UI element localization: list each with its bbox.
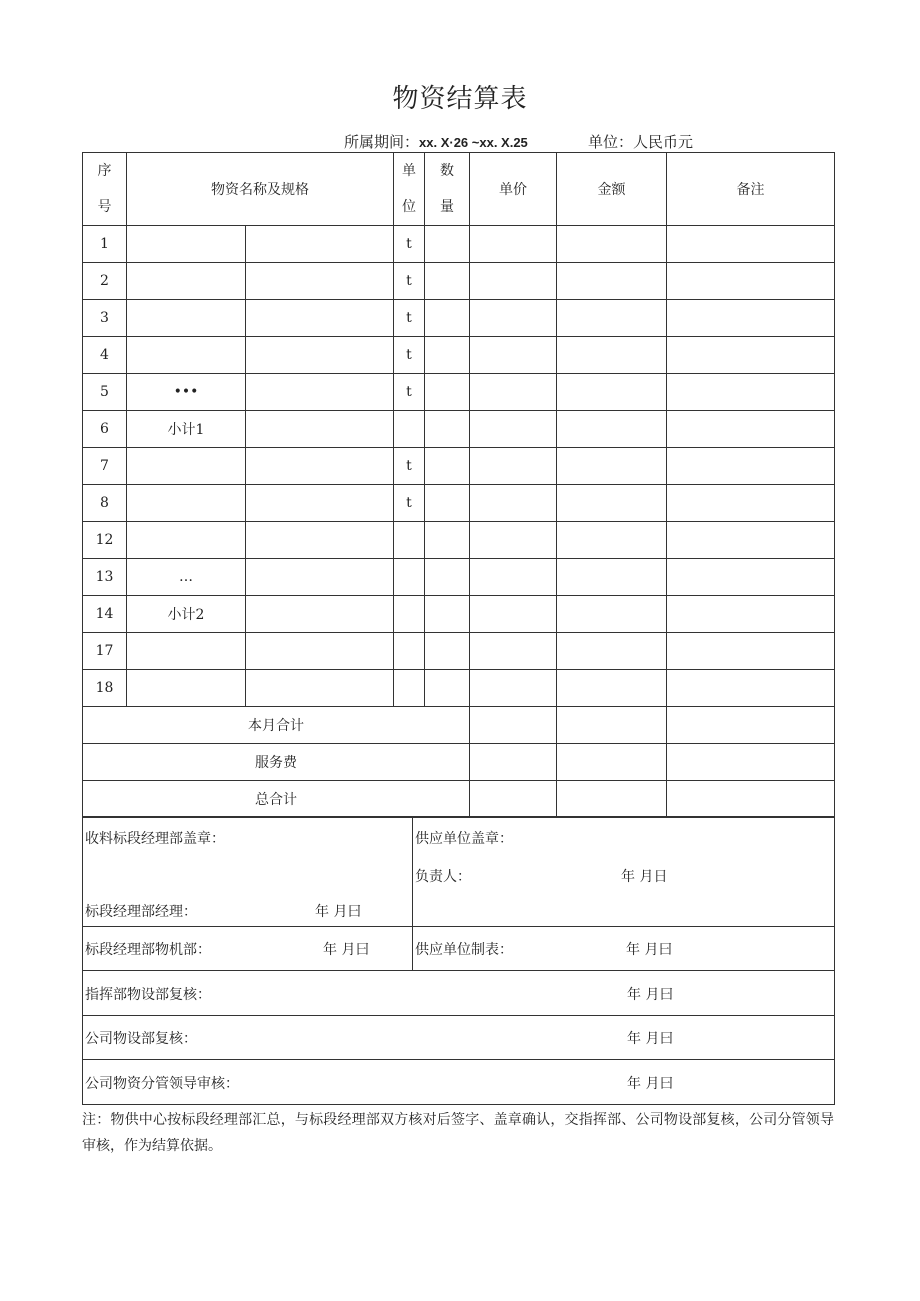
table-row — [83, 670, 835, 707]
row-name — [127, 633, 246, 670]
table-row — [83, 596, 835, 633]
header-price: 单价 — [470, 153, 557, 226]
supplier-seal-label: 供应单位盖章： — [415, 831, 513, 847]
row-unit — [394, 411, 425, 448]
row-unit — [394, 596, 425, 633]
supplier-prepare-label: 供应单位制表： — [415, 942, 513, 958]
receiving-seal-cell — [83, 817, 413, 927]
row-remark — [667, 522, 835, 559]
grand-total-label: 总合计 — [83, 781, 470, 818]
row-spec — [246, 596, 394, 633]
row-qty — [425, 300, 470, 337]
section-material-date: 年 月曰 — [323, 942, 370, 958]
table-row — [83, 337, 835, 374]
signature-table — [82, 816, 835, 1105]
row-no: 2 — [83, 263, 127, 300]
command-review-date: 年 月曰 — [627, 987, 674, 1003]
company-review-label: 公司物设部复核： — [85, 1031, 197, 1047]
period-value: xx. X·26 ~xx. X.25 — [419, 135, 528, 150]
header-unit: 单 位 — [394, 153, 425, 226]
table-row — [83, 411, 835, 448]
row-qty — [425, 559, 470, 596]
row-price — [470, 337, 557, 374]
month-total-label: 本月合计 — [83, 707, 470, 744]
row-remark — [667, 485, 835, 522]
sign-row-leader — [83, 1060, 835, 1105]
leader-review-date: 年 月曰 — [627, 1076, 674, 1092]
row-price — [470, 485, 557, 522]
leader-review-label: 公司物资分管领导审核： — [85, 1076, 239, 1092]
table-header-row — [83, 153, 835, 226]
row-amount — [557, 633, 667, 670]
period-info — [344, 131, 528, 152]
row-spec — [246, 263, 394, 300]
row-amount — [557, 411, 667, 448]
sign-row-company — [83, 1016, 835, 1060]
section-material-label: 标段经理部物机部： — [85, 942, 211, 958]
header-amount: 金额 — [557, 153, 667, 226]
grand-total-row — [83, 781, 835, 818]
grand-total-price — [470, 781, 557, 818]
row-amount — [557, 263, 667, 300]
company-review-date: 年 月曰 — [627, 1031, 674, 1047]
row-price — [470, 374, 557, 411]
table-row — [83, 485, 835, 522]
row-remark — [667, 559, 835, 596]
row-qty — [425, 633, 470, 670]
row-name — [127, 670, 246, 707]
row-spec — [246, 411, 394, 448]
header-qty: 数 量 — [425, 153, 470, 226]
row-spec — [246, 559, 394, 596]
row-price — [470, 226, 557, 263]
service-fee-price — [470, 744, 557, 781]
company-review-cell — [83, 1016, 835, 1060]
row-name — [127, 485, 246, 522]
row-price — [470, 448, 557, 485]
service-fee-row — [83, 744, 835, 781]
period-label: 所属期间： — [344, 133, 420, 151]
row-spec — [246, 522, 394, 559]
row-remark — [667, 337, 835, 374]
table-row — [83, 633, 835, 670]
row-no: 6 — [83, 411, 127, 448]
row-unit: t — [394, 374, 425, 411]
service-fee-label: 服务费 — [83, 744, 470, 781]
row-amount — [557, 374, 667, 411]
row-spec — [246, 374, 394, 411]
row-remark — [667, 411, 835, 448]
month-total-amount — [557, 707, 667, 744]
row-amount — [557, 226, 667, 263]
page-title: 物资结算表 — [392, 84, 528, 114]
row-name: 小计1 — [127, 411, 246, 448]
row-name — [127, 522, 246, 559]
row-qty — [425, 670, 470, 707]
row-remark — [667, 226, 835, 263]
row-remark — [667, 374, 835, 411]
row-no: 12 — [83, 522, 127, 559]
row-amount — [557, 337, 667, 374]
row-price — [470, 300, 557, 337]
row-spec — [246, 670, 394, 707]
row-unit — [394, 559, 425, 596]
header-remark: 备注 — [667, 153, 835, 226]
row-remark — [667, 448, 835, 485]
header-name: 物资名称及规格 — [127, 153, 394, 226]
row-qty — [425, 337, 470, 374]
row-amount — [557, 485, 667, 522]
section-manager-label: 标段经理部经理： — [85, 904, 197, 920]
row-qty — [425, 522, 470, 559]
month-total-price — [470, 707, 557, 744]
row-unit — [394, 633, 425, 670]
supplier-prepare-date: 年 月曰 — [626, 942, 673, 958]
month-total-remark — [667, 707, 835, 744]
row-name — [127, 300, 246, 337]
grand-total-amount — [557, 781, 667, 818]
row-no: 4 — [83, 337, 127, 374]
table-row — [83, 226, 835, 263]
row-name: … — [127, 559, 246, 596]
row-amount — [557, 448, 667, 485]
row-no: 5 — [83, 374, 127, 411]
sign-row-seals — [83, 817, 835, 927]
row-price — [470, 559, 557, 596]
leader-review-cell — [83, 1060, 835, 1105]
row-unit: t — [394, 226, 425, 263]
row-spec — [246, 226, 394, 263]
row-no: 8 — [83, 485, 127, 522]
row-amount — [557, 596, 667, 633]
supplier-prepare-cell — [413, 927, 835, 971]
row-no: 13 — [83, 559, 127, 596]
row-amount — [557, 522, 667, 559]
supplier-seal-cell — [413, 817, 835, 927]
row-remark — [667, 596, 835, 633]
service-fee-remark — [667, 744, 835, 781]
row-unit: t — [394, 485, 425, 522]
row-remark — [667, 633, 835, 670]
row-price — [470, 263, 557, 300]
row-price — [470, 633, 557, 670]
row-name — [127, 226, 246, 263]
row-unit — [394, 670, 425, 707]
row-name: 小计2 — [127, 596, 246, 633]
sign-row-material — [83, 927, 835, 971]
settlement-table — [82, 152, 835, 818]
row-amount — [557, 670, 667, 707]
row-no: 17 — [83, 633, 127, 670]
row-spec — [246, 633, 394, 670]
responsible-label: 负责人： — [415, 869, 471, 885]
row-no: 14 — [83, 596, 127, 633]
row-unit: t — [394, 448, 425, 485]
row-qty — [425, 263, 470, 300]
row-remark — [667, 263, 835, 300]
grand-total-remark — [667, 781, 835, 818]
month-total-row — [83, 707, 835, 744]
row-price — [470, 522, 557, 559]
receiving-seal-label: 收料标段经理部盖章： — [85, 831, 225, 847]
row-qty — [425, 374, 470, 411]
row-unit: t — [394, 337, 425, 374]
header-seq: 序 号 — [83, 153, 127, 226]
command-review-cell — [83, 971, 835, 1016]
row-spec — [246, 337, 394, 374]
row-qty — [425, 596, 470, 633]
row-remark — [667, 300, 835, 337]
section-material-cell — [83, 927, 413, 971]
row-amount — [557, 559, 667, 596]
row-no: 18 — [83, 670, 127, 707]
table-row — [83, 559, 835, 596]
currency-unit: 单位：人民币元 — [588, 133, 694, 151]
row-unit — [394, 522, 425, 559]
row-no: 1 — [83, 226, 127, 263]
row-name — [127, 337, 246, 374]
row-price — [470, 596, 557, 633]
row-remark — [667, 670, 835, 707]
sign-row-command — [83, 971, 835, 1016]
row-price — [470, 670, 557, 707]
table-row — [83, 448, 835, 485]
responsible-date: 年 月日 — [621, 869, 668, 885]
table-row — [83, 374, 835, 411]
row-qty — [425, 448, 470, 485]
row-qty — [425, 485, 470, 522]
row-unit: t — [394, 300, 425, 337]
command-review-label: 指挥部物设部复核： — [85, 987, 211, 1003]
row-spec — [246, 300, 394, 337]
row-amount — [557, 300, 667, 337]
row-price — [470, 411, 557, 448]
row-no: 7 — [83, 448, 127, 485]
table-row — [83, 263, 835, 300]
section-manager-date: 年 月曰 — [315, 904, 362, 920]
row-name: ••• — [127, 374, 246, 411]
footnote: 注：物供中心按标段经理部汇总，与标段经理部双方核对后签字、盖章确认，交指挥部、公司物设部复核，公司分管领导审核，作为结算依据。 — [82, 1112, 834, 1154]
row-qty — [425, 226, 470, 263]
row-spec — [246, 448, 394, 485]
row-spec — [246, 485, 394, 522]
table-row — [83, 300, 835, 337]
row-name — [127, 263, 246, 300]
row-unit: t — [394, 263, 425, 300]
row-no: 3 — [83, 300, 127, 337]
row-qty — [425, 411, 470, 448]
table-row — [83, 522, 835, 559]
row-name — [127, 448, 246, 485]
service-fee-amount — [557, 744, 667, 781]
